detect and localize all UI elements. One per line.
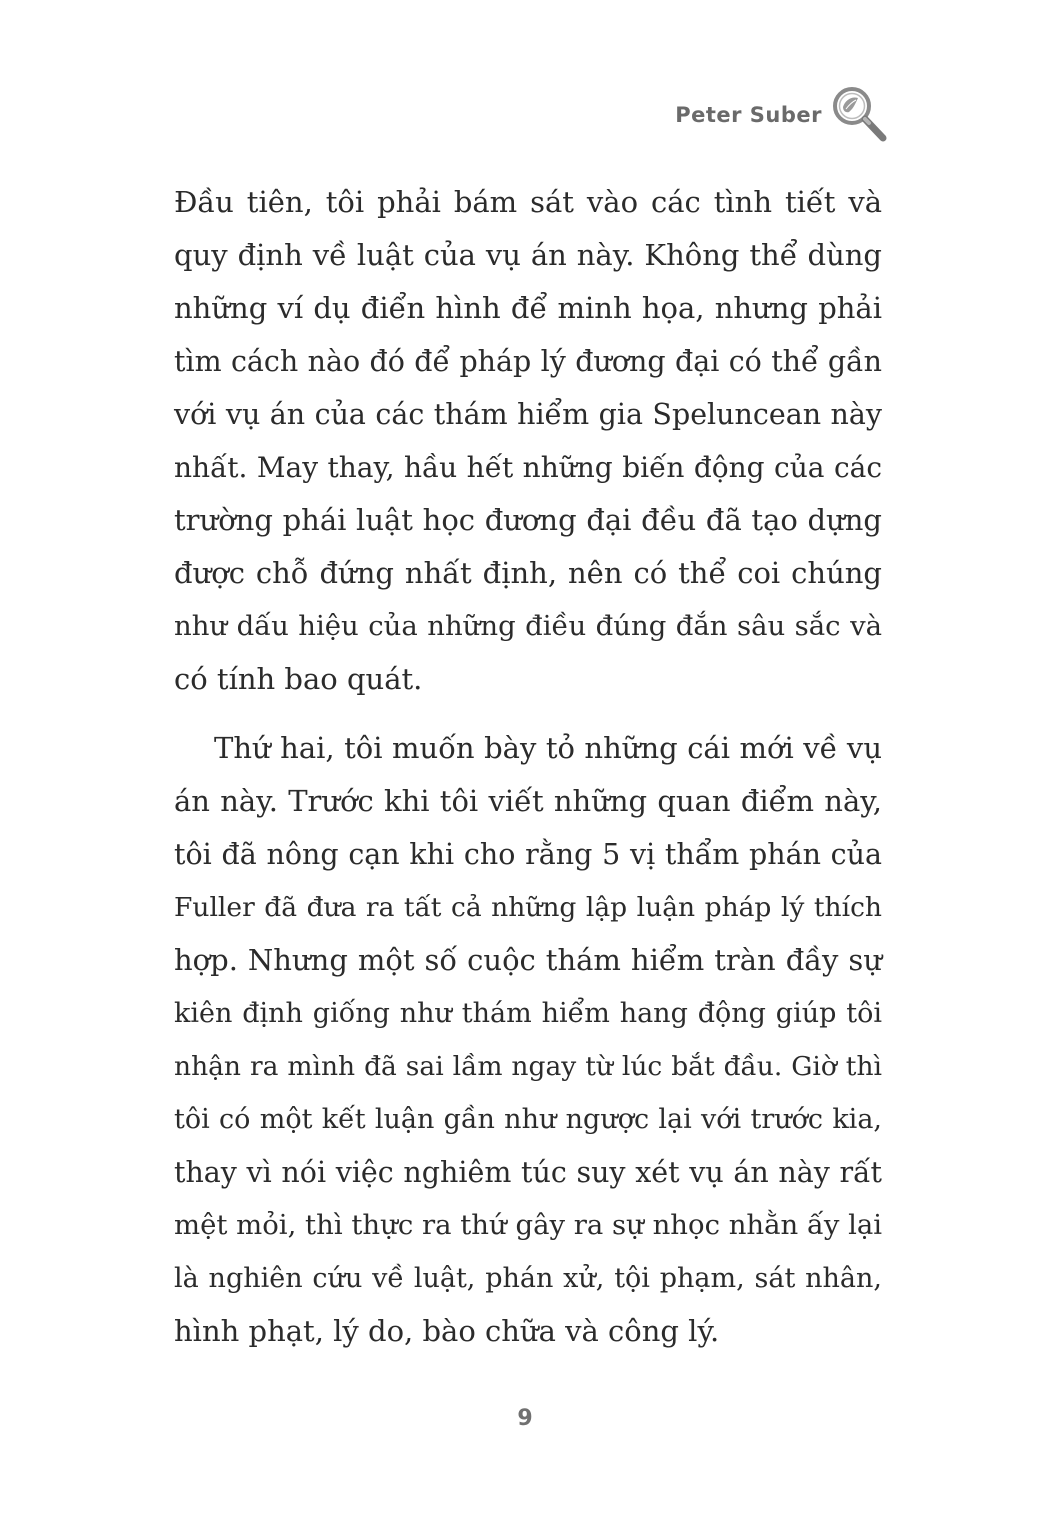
text-line: kiên định giống như thám hiểm hang động giúp tôi	[174, 998, 882, 1029]
text-line: được chỗ đứng nhất định, nên có thể coi chúng	[174, 556, 882, 590]
text-line: có tính bao quát.	[174, 662, 423, 696]
text-line: mệt mỏi, thì thực ra thứ gây ra sự nhọc nhằn ấy lại	[174, 1209, 883, 1241]
magnifying-glass-icon	[828, 82, 890, 146]
text-line: Thứ hai, tôi muốn bày tỏ những cái mới về vụ	[214, 731, 882, 765]
text-line: nhất. May thay, hầu hết những biến động của các	[174, 451, 882, 484]
text-line: Fuller đã đưa ra tất cả những lập luận pháp lý thích	[174, 892, 882, 923]
text-line: với vụ án của các thám hiểm gia Speluncean này	[174, 398, 882, 431]
body-text	[174, 176, 882, 1358]
text-line: tôi đã nông cạn khi cho rằng 5 vị thẩm phán của	[174, 838, 882, 871]
paragraph-1	[174, 176, 882, 706]
text-line: là nghiên cứu về luật, phán xử, tội phạm, sát nhân,	[174, 1263, 882, 1294]
text-line: những ví dụ điển hình để minh họa, nhưng phải	[174, 291, 882, 325]
text-line: Đầu tiên, tôi phải bám sát vào các tình tiết và	[174, 185, 882, 219]
text-line: nhận ra mình đã sai lầm ngay từ lúc bắt đầu. Giờ thì	[174, 1051, 882, 1082]
page-number: 9	[517, 1406, 533, 1431]
text-line: thay vì nói việc nghiêm túc suy xét vụ án này rất	[174, 1156, 882, 1189]
text-line: trường phái luật học đương đại đều đã tạo dựng	[174, 503, 882, 537]
text-line: tôi có một kết luận gần như ngược lại với trước kia,	[174, 1104, 882, 1135]
text-line: tìm cách nào đó để pháp lý đương đại có thể gần	[174, 345, 882, 378]
running-header	[675, 82, 890, 146]
paragraph-2	[174, 722, 882, 1358]
text-line: quy định về luật của vụ án này. Không thể dùng	[174, 238, 882, 272]
text-line: như dấu hiệu của những điều đúng đắn sâu sắc và	[174, 610, 882, 642]
author-name: Peter Suber	[675, 103, 822, 127]
text-line: án này. Trước khi tôi viết những quan điểm này,	[174, 784, 882, 818]
text-line: hình phạt, lý do, bào chữa và công lý.	[174, 1314, 720, 1348]
text-line: hợp. Nhưng một số cuộc thám hiểm tràn đầy sự	[174, 943, 882, 977]
